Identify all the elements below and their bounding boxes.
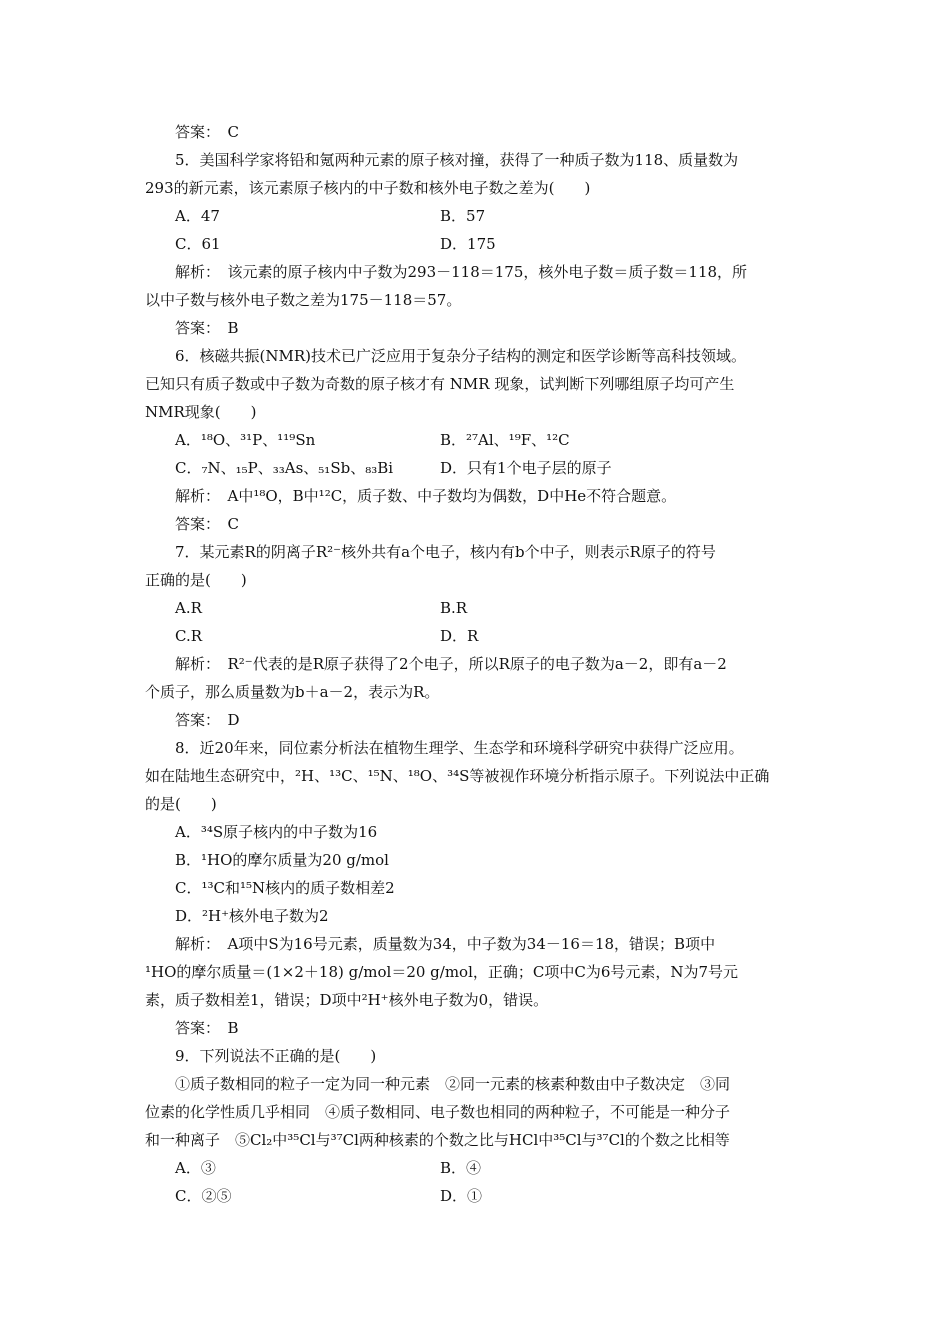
option-right: D．① [440,1187,483,1205]
option-left: C．₇N、₁₅P、₃₃As、₅₁Sb、₈₃Bi [175,459,394,477]
text-line: A．³⁴S原子核内的中子数为16 [175,823,378,841]
text-line: 个质子，那么质量数为b＋a－2，表示为R。 [145,683,440,701]
text-line: 位素的化学性质几乎相同 ④质子数相同、电子数也相同的两种粒子，不可能是一种分子 [145,1103,731,1121]
text-line: 如在陆地生态研究中，²H、¹³C、¹⁵N、¹⁸O、³⁴S等被视作环境分析指示原子。下列说法中正确 [145,767,770,785]
text-line: NMR现象( ) [145,403,257,421]
text-line: 9．下列说法不正确的是( ) [175,1047,377,1065]
option-left: A．¹⁸O、³¹P、¹¹⁹Sn [175,431,316,449]
option-left: C．61 [175,235,221,253]
text-line: B．¹HO的摩尔质量为20 g/mol [175,851,389,869]
option-right: B．²⁷Al、¹⁹F、¹²C [440,431,570,449]
text-line: 和一种离子 ⑤Cl₂中³⁵Cl与³⁷Cl两种核素的个数之比与HCl中³⁵Cl与³⁷Cl的个数之比相等 [145,1131,730,1149]
text-line: 解析： 该元素的原子核内中子数为293－118＝175，核外电子数＝质子数＝118，所 [175,263,748,281]
text-line: 以中子数与核外电子数之差为175－118＝57。 [145,291,462,309]
option-row [145,1154,810,1182]
option-left: A．47 [175,207,220,225]
option-right: B．④ [440,1159,482,1177]
text-line: 答案： B [175,1019,239,1037]
text-line: 293的新元素，该元素原子核内的中子数和核外电子数之差为( ) [145,179,591,197]
option-row [145,202,810,230]
option-left: C．②⑤ [175,1187,232,1205]
text-line: 5．美国科学家将铅和氪两种元素的原子核对撞，获得了一种质子数为118、质量数为 [175,151,739,169]
option-right: D．R [440,627,479,645]
text-line: 已知只有质子数或中子数为奇数的原子核才有 NMR 现象，试判断下列哪组原子均可产生 [145,375,735,393]
text-line: 素，质子数相差1，错误；D项中²H⁺核外电子数为0，错误。 [145,991,549,1009]
text-line: 解析： A中¹⁸O，B中¹²C，质子数、中子数均为偶数，D中He不符合题意。 [175,487,677,505]
document-body [145,118,810,1210]
text-line: 的是( ) [145,795,217,813]
option-right: B．57 [440,207,486,225]
option-row [145,622,810,650]
text-line: 解析： R²⁻代表的是R原子获得了2个电子，所以R原子的电子数为a－2，即有a－2 [175,655,727,673]
text-line: 答案： B [175,319,239,337]
option-right: D．只有1个电子层的原子 [440,459,612,477]
option-right: B.R [440,599,468,617]
option-row [145,594,810,622]
text-line: D．²H⁺核外电子数为2 [175,907,329,925]
option-left: C.R [175,627,203,645]
text-line: 7．某元素R的阴离子R²⁻核外共有a个电子，核内有b个中子，则表示R原子的符号 [175,543,716,561]
text-line: 答案： C [175,515,239,533]
text-line: ¹HO的摩尔质量＝(1×2＋18) g/mol＝20 g/mol，正确；C项中C为6号元素，N为7号元 [145,963,739,981]
option-left: A．③ [175,1159,216,1177]
text-line: 6．核磁共振(NMR)技术已广泛应用于复杂分子结构的测定和医学诊断等高科技领域。 [175,347,747,365]
text-line: 正确的是( ) [145,571,247,589]
text-line: ①质子数相同的粒子一定为同一种元素 ②同一元素的核素种数由中子数决定 ③同 [175,1075,731,1093]
option-right: D．175 [440,235,496,253]
text-line: 答案： D [175,711,240,729]
text-line: 8．近20年来，同位素分析法在植物生理学、生态学和环境科学研究中获得广泛应用。 [175,739,744,757]
option-left: A.R [175,599,202,617]
option-row [145,1182,810,1210]
text-line: C．¹³C和¹⁵N核内的质子数相差2 [175,879,395,897]
text-line: 答案： C [175,123,239,141]
text-line: 解析： A项中S为16号元素，质量数为34，中子数为34－16＝18，错误；B项中 [175,935,716,953]
option-row [145,230,810,258]
option-row [145,426,810,454]
option-row [145,454,810,482]
